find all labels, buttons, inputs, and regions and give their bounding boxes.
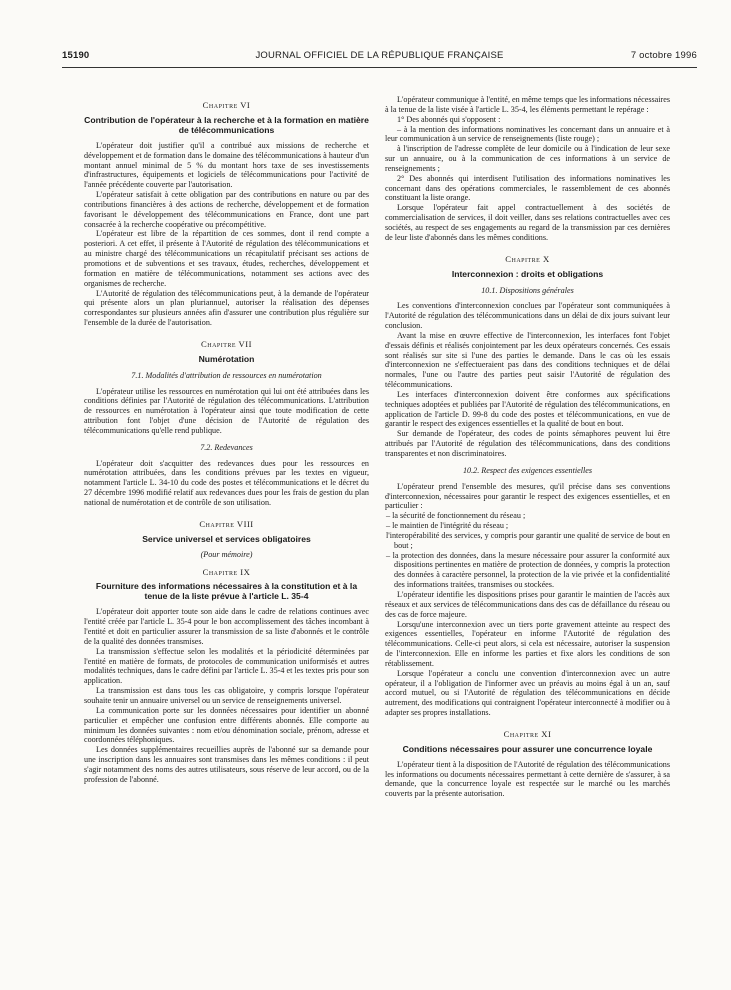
- paragraph: Sur demande de l'opérateur, des codes de points sémaphores peuvent lui être attribués par l'Autorité de régulation des télécommunications, dans des conditions transparentes et non discriminatoires.: [385, 429, 670, 458]
- paragraph: Les conventions d'interconnexion conclues par l'opérateur sont communiquées à l'Autorité de régulation des télécommunications dans un délai de dix jours suivant leur conclusion.: [385, 301, 670, 331]
- paragraph: L'Autorité de régulation des télécommunications peut, à la demande de l'opérateur qui présente alors un plan pluriannuel, autoriser la réalisation des dépenses correspondantes sur plusieurs années afin d'assurer une contribution plus régulière sur l'ensemble de la durée de l'autorisation.: [84, 288, 369, 328]
- chapter-title: Interconnexion : droits et obligations: [451, 268, 604, 279]
- paragraph: Lorsque l'opérateur fait appel contractuellement à des sociétés de commercialisation de services, il doit veiller, dans ses relations contractuelles avec ces sociétés, au respect de ses engagements au regard de la transmission par ces dernières de leur liste d'abonnés dans les mêmes conditions.: [385, 203, 670, 242]
- paragraph: L'opérateur doit s'acquitter des redevances dues pour les ressources en numérotation attribuées, dans les conditions prévues par les textes en vigueur, notamment l'article L. 34-10 du code des postes et télécommunications et le décret du 27 décembre 1996 modifié relatif aux redevances dues pour les frais de gestion du plan national de numérotation et de contrôle de son utilisation.: [84, 458, 369, 507]
- chapter-label: Chapitre IX: [202, 566, 251, 577]
- paragraph: L'opérateur doit apporter toute son aide dans le cadre de relations continues avec l'entité créée par l'article L. 35-4 pour le bon accomplissement des tâches incombant à l'entité et doit en particulier assurer la transmission de sa liste d'abonnés et le contrôle de la qualité des données transmises.: [84, 607, 369, 646]
- issue-date: 7 octobre 1996: [630, 50, 697, 61]
- paragraph: L'opérateur identifie les dispositions prises pour garantir le maintien de l'accès aux réseaux et aux services de télécommunications dans des cas de défaillance du réseau ou des cas de force majeure.: [385, 589, 670, 619]
- paragraph: – à la mention des informations nominatives les concernant dans un annuaire et à leur communication à un service de renseignements (liste rouge) ;: [385, 124, 670, 144]
- chapter-label: Chapitre VII: [201, 338, 252, 349]
- paragraph: La transmission est dans tous les cas obligatoire, y compris lorsque l'opérateur souhaite tenir un annuaire universel ou un service de renseignements universel.: [84, 686, 369, 705]
- paragraph: La transmission s'effectue selon les modalités et la périodicité déterminées par l'entité en matière de formats, de protocoles de communication uniformisés et autres modalités techniques, dans le cadre défini par l'article L. 35-4 et les textes pris pour son application.: [84, 646, 369, 686]
- list-item: – la sécurité de fonctionnement du réseau ;: [386, 511, 526, 521]
- section-title: 7.1. Modalités d'attribution de ressources en numérotation: [131, 370, 322, 380]
- chapter-title: Fourniture des informations nécessaires à la constitution et à la tenue de la liste prévue à l'article L. 35-4: [95, 581, 358, 602]
- paragraph: L'opérateur est libre de la répartition de ces sommes, dont il rend compte a posteriori. A cet effet, il présente à l'Autorité de régulation des télécommunications et au ministre chargé des télécommunications un récapitulatif précisant ses actions de promotions et de subventions et ses travaux, études, recherches, développement et formation en matière de télécommunications, notamment ses actions avec des organismes de recherche.: [84, 229, 369, 288]
- chapter-label: Chapitre VIII: [199, 518, 254, 529]
- list-item: – le maintien de l'intégrité du réseau ;: [386, 521, 509, 531]
- header-rule: [62, 67, 697, 68]
- list-item: – la protection des données, dans la mesure nécessaire pour assurer la conformité aux dispositions pertinentes en matière de protection de données, y compris la protection des données à caractère personnel, la protection de la vie privée et la confidentialité des informations traitées, transmises ou stockées.: [386, 550, 670, 590]
- paragraph: L'opérateur doit justifier qu'il a contribué aux missions de recherche et développement et de formation dans le domaine des télécommunications à hauteur d'un montant annuel minimal de 5 % du montant hors taxe de ses investissements d'infrastructures, équipements et logiciels de télécommunications pour l'activité de l'année précédente couverte par l'autorisation.: [84, 140, 369, 190]
- paragraph: Avant la mise en œuvre effective de l'interconnexion, les interfaces font l'objet d'essais définis et réalisés conjointement par les deux opérateurs concernés. Ces essais sont réalisés sur site si l'une des parties le demande. Dans le cas où les essais d'interconnexion ne s'effectueraient pas dans des conditions techniques et de délai normales, l'une ou l'autre des parties peut saisir l'Autorité de régulation des télécommunications.: [385, 330, 670, 390]
- paragraph: L'opérateur communique à l'entité, en même temps que les informations nécessaires à la tenue de la liste visée à l'article L. 35-4, les éléments permettant le repérage :: [385, 95, 670, 114]
- chapter-label: Chapitre VI: [202, 100, 251, 110]
- chapter-title: Numérotation: [198, 353, 255, 364]
- chapter-label: Chapitre XI: [503, 728, 552, 739]
- paragraph: L'opérateur utilise les ressources en numérotation qui lui ont été attribuées dans les conditions définies par l'Autorité de régulation des télécommunications. L'attribution de ressources en numérotation à l'opérateur ainsi que toute modification de cette attribution font l'objet d'une décision de l'Autorité de régulation des télécommunications qu'elle rend publique.: [84, 386, 369, 435]
- section-title: 7.2. Redevances: [200, 442, 253, 452]
- chapter-title: Service universel et services obligatoires: [142, 533, 311, 544]
- journal-title: JOURNAL OFFICIEL DE LA RÉPUBLIQUE FRANÇAISE: [255, 50, 504, 61]
- right-column: [385, 95, 670, 975]
- page-number: 15190: [62, 50, 90, 61]
- paragraph: 2° Des abonnés qui interdisent l'utilisation des informations nominatives les concernant dans des opérations commerciales, le rassemblement de ces abonnés constituant la liste orange.: [385, 173, 670, 203]
- page-header: [62, 50, 697, 66]
- paragraph: Les données supplémentaires recueillies auprès de l'abonné sur sa demande pour une inscription dans les annuaires sont transmises dans les mêmes conditions : il peut s'agir notamment des noms des autres utilisateurs, sous réserve de leur accord, ou de la profession de l'abonné.: [84, 745, 369, 784]
- section-title: 10.1. Dispositions générales: [481, 285, 574, 295]
- paragraph: 1° Des abonnés qui s'opposent :: [397, 114, 501, 124]
- paragraph: Lorsque l'opérateur a conclu une convention d'interconnexion avec un autre opérateur, il a l'obligation de l'informer avec un préavis au moins égal à un an, sauf accord mutuel, ou si l'Autorité de régulation des télécommunications en décide autrement, des modifications qui contraignent l'opérateur interconnecté à modifier ou à adapter ses propres installations.: [385, 668, 670, 718]
- paragraph: La communication porte sur les données nécessaires pour identifier un abonné particulier et empêcher une confusion entre différents abonnés. Elle comporte au minimum les données suivantes : nom et/ou dénomination sociale, prénom, adresse et coordonnées téléphoniques.: [84, 705, 369, 745]
- paragraph: Les interfaces d'interconnexion doivent être conformes aux spécifications techniques adoptées et publiées par l'Autorité de régulation des télécommunications, en application de l'article D. 99-8 du code des postes et télécommunications, en vue de garantir le respect des exigences essentielles et la qualité de bout en bout.: [385, 389, 670, 429]
- paragraph: L'opérateur tient à la disposition de l'Autorité de régulation des télécommunications les informations ou documents nécessaires permettant à cette dernière de s'assurer, à sa demande, que la concurrence loyale est respectée sur le marché ou les marchés couverts par la présente autorisation.: [385, 759, 670, 799]
- list-item: l'interopérabilité des services, y compris pour garantir une qualité de service de bout en bout ;: [386, 530, 670, 550]
- paragraph: à l'inscription de l'adresse complète de leur domicile ou à l'indication de leur sexe sur un annuaire, ou à la communication de ces informations à un service de renseignements ;: [385, 144, 670, 173]
- section-title: 10.2. Respect des exigences essentielles: [462, 465, 593, 475]
- paragraph: L'opérateur prend l'ensemble des mesures, qu'il précise dans ses conventions d'interconnexion, nécessaires pour garantir le respect des exigences essentielles, et en particulier :: [385, 481, 670, 511]
- paragraph: Lorsqu'une interconnexion avec un tiers porte gravement atteinte au respect des exigences essentielles, l'opérateur en informe l'Autorité de régulation des télécommunications. Celle-ci peut alors, si cela est nécessaire, autoriser la suspension de l'interconnexion. Elle en informe les parties et fixe alors les conditions de son rétablissement.: [385, 619, 670, 668]
- memoire-note: (Pour mémoire): [200, 549, 253, 559]
- paragraph: L'opérateur satisfait à cette obligation par des contributions en nature ou par des contributions financières à des actions de recherche, développement et de formation favorisant le développement des télécommunications en France, dont une part consacrée à la recherche coopérative ou précompétitive.: [84, 190, 369, 229]
- chapter-title: Conditions nécessaires pour assurer une concurrence loyale: [402, 743, 653, 754]
- left-column: [84, 98, 369, 978]
- chapter-title: Contribution de l'opérateur à la recherche et à la formation en matière de télécommunications: [84, 114, 369, 135]
- chapter-label: Chapitre X: [505, 253, 550, 264]
